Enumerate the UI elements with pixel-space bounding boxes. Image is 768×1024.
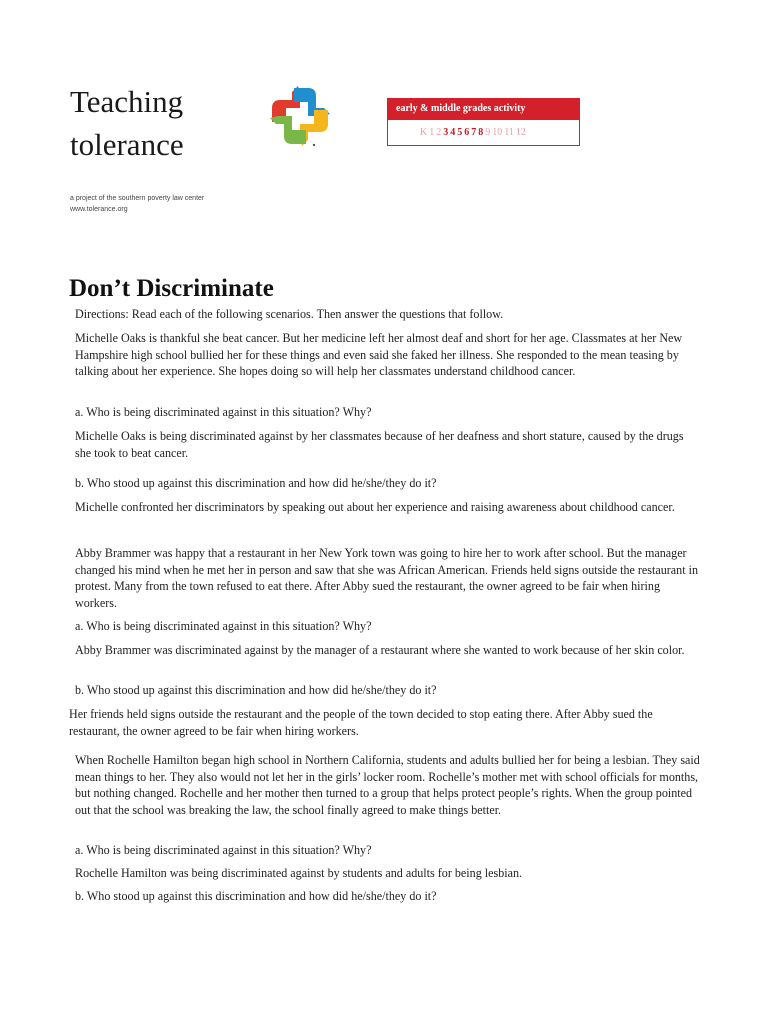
- grade-level-6: 6: [464, 127, 470, 138]
- directions: Directions: Read each of the following scenarios. Then answer the questions that follow.: [75, 307, 504, 321]
- brand-title-line2: tolerance: [70, 127, 184, 162]
- hands-logo-icon: [266, 82, 334, 150]
- page-title: Don’t Discriminate: [69, 275, 274, 302]
- tagline-block: [70, 193, 204, 215]
- grade-level-3: 3: [443, 127, 449, 138]
- activity-label: early & middle grades activity: [388, 99, 579, 120]
- scenario2-answer-b: Her friends held signs outside the restaurant and the people of the town decided to stop eating there. After Abby sued the restaurant, the owner agreed to be fair when hiring workers.: [69, 707, 653, 738]
- scenario2-answer-a: Abby Brammer was discriminated against by the manager of a restaurant where she wanted to work because of her skin color.: [75, 643, 685, 657]
- scenario3-answer-a: Rochelle Hamilton was being discriminated against by students and adults for being lesbian.: [75, 866, 523, 880]
- grade-level-7: 7: [471, 127, 477, 138]
- grade-level-5: 5: [457, 127, 463, 138]
- logo-hand-green: [270, 116, 306, 144]
- scenario3-story: When Rochelle Hamilton began high school in Northern California, students and adults bullied her for being a lesbian. They said mean things to her. They also would not let her in the girls’ locker room. Rochelle’s mother met with school officials for months, but nothing changed. Rochelle and her mother then turned to a group that helps protect people’s rights. When the group pointed out that the school was breaking the law, the school finally agreed to make things better.: [75, 753, 700, 817]
- scenario2-question-a: a. Who is being discriminated against in this situation? Why?: [75, 619, 372, 633]
- scenario2-question-b: b. Who stood up against this discrimination and how did he/she/they do it?: [75, 683, 437, 697]
- grade-level-2: 2: [436, 127, 442, 138]
- scenario2-story: Abby Brammer was happy that a restaurant in her New York town was going to hire her to work after school. But the manager changed his mind when he met her in person and saw that she was African American. Friends held signs outside the restaurant in protest. Many from the town refused to eat there. After Abby sued the restaurant, the owner agreed to be fair when hiring workers.: [75, 546, 699, 610]
- activity-badge: [387, 98, 580, 146]
- grade-level-11: 11: [504, 127, 514, 138]
- scenario1-answer-b: Michelle confronted her discriminators by speaking out about her experience and raising awareness about childhood cancer.: [75, 500, 675, 514]
- scenario1-answer-a: Michelle Oaks is being discriminated against by her classmates because of her deafness and short stature, caused by the drugs she took to beat cancer.: [75, 429, 684, 460]
- scenario3-question-b: b. Who stood up against this discrimination and how did he/she/they do it?: [75, 889, 437, 903]
- grade-level-9: 9: [485, 127, 491, 138]
- logo-registered-mark: [313, 144, 315, 146]
- scenario3-question-a: a. Who is being discriminated against in this situation? Why?: [75, 843, 372, 857]
- grade-level-12: 12: [515, 127, 526, 138]
- brand-title: [70, 80, 184, 166]
- grade-level-10: 10: [492, 127, 503, 138]
- grade-levels: [388, 120, 579, 146]
- scenario1-question-b: b. Who stood up against this discrimination and how did he/she/they do it?: [75, 476, 437, 490]
- tagline: a project of the southern poverty law center: [70, 195, 205, 202]
- scenario1-story: Michelle Oaks is thankful she beat cancer. But her medicine left her almost deaf and short for her age. Classmates at her New Hampshire high school bullied her for these things and even said she faked her illness. She responded to the mean teasing by talking about her experience. She hopes doing so will help her classmates understand childhood cancer.: [75, 331, 683, 379]
- scenario1-question-a: a. Who is being discriminated against in this situation? Why?: [75, 405, 372, 419]
- brand-title-line1: Teaching: [70, 84, 184, 119]
- grade-level-8: 8: [478, 127, 484, 138]
- grade-level-k: K: [420, 127, 428, 138]
- grade-level-1: 1: [429, 127, 435, 138]
- grade-level-4: 4: [450, 127, 456, 138]
- website-link[interactable]: www.tolerance.org: [70, 206, 128, 213]
